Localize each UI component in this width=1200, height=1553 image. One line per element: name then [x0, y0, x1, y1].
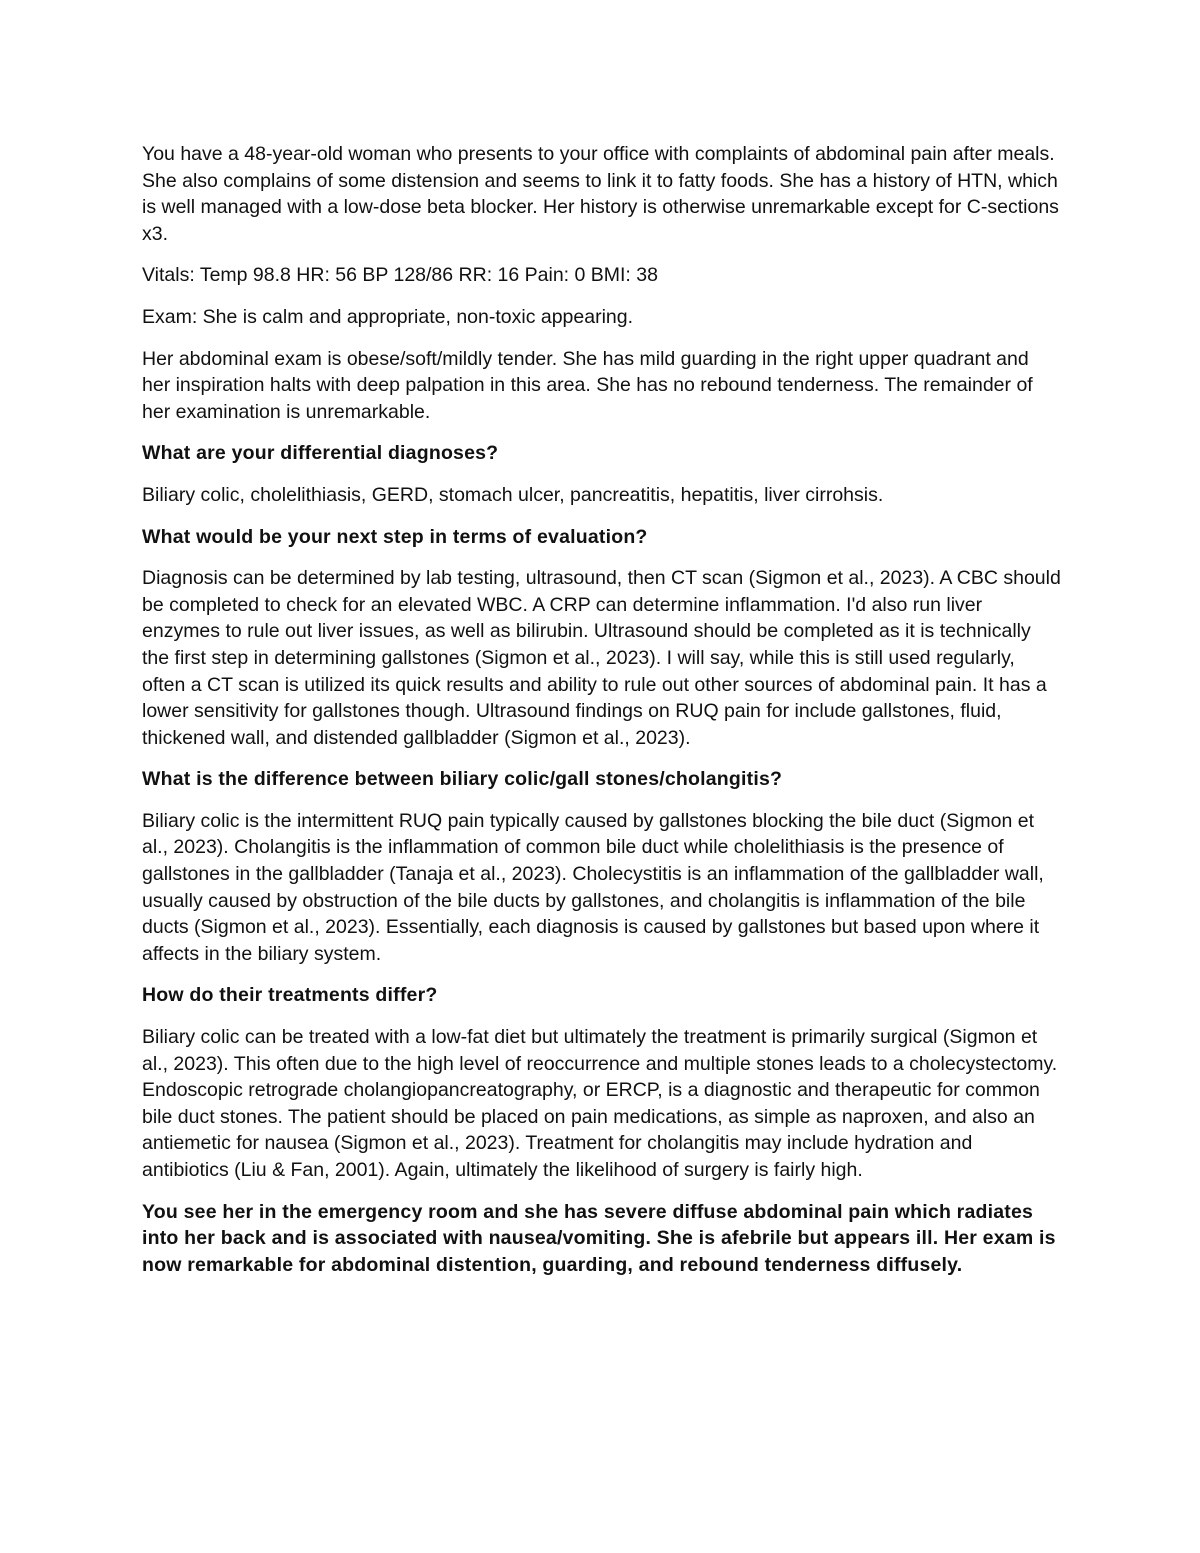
exam-paragraph: Exam: She is calm and appropriate, non-toxic appearing. — [142, 305, 634, 328]
question-difference: What is the difference between biliary colic/gall stones/cholangitis? — [142, 768, 783, 791]
vitals-paragraph: Vitals: Temp 98.8 HR: 56 BP 128/86 RR: 16 Pain: 0 BMI: 38 — [142, 264, 658, 287]
question-treatments: How do their treatments differ? — [142, 984, 438, 1007]
question-next-step: What would be your next step in terms of evaluation? — [142, 525, 648, 548]
case-intro-paragraph: You have a 48-year-old woman who presents to your office with complaints of abdominal pain after meals. She also complains of some distension and seems to link it to fatty foods. She has a history of HTN, which is well managed with a low-dose beta blocker. Her history is otherwise unremarkable except for C-sections x3. — [142, 143, 1059, 245]
abdominal-exam-paragraph: Her abdominal exam is obese/soft/mildly tender. She has mild guarding in the right upper quadrant and her inspiration halts with deep palpation in this area. She has no rebound tenderness. The remainder of her examination is unremarkable. — [142, 347, 1033, 423]
answer-difference: Biliary colic is the intermittent RUQ pain typically caused by gallstones blocking the bile duct (Sigmon et al., 2023). Cholangitis is the inflammation of common bile duct while cholelithiasis is the presence of gallstones in the gallbladder (Tanaja et al., 2023). Cholecystitis is an inflammation of the gallbladder wall, usually caused by obstruction of the bile ducts by gallstones, and cholangitis is inflammation of the bile ducts (Sigmon et al., 2023). Essentially, each diagnosis is caused by gallstones but based upon where it affects in the biliary system. — [142, 809, 1044, 965]
answer-treatments: Biliary colic can be treated with a low-fat diet but ultimately the treatment is primarily surgical (Sigmon et al., 2023). This often due to the high level of reoccurrence and multiple stones leads to a cholecystectomy. Endoscopic retrograde cholangiopancreatography, or ERCP, is a diagnostic and therapeutic for common bile duct stones. The patient should be placed on pain medications, as simple as naproxen, and also an antiemetic for nausea (Sigmon et al., 2023). Treatment for cholangitis may include hydration and antibiotics (Liu & Fan, 2001). Again, ultimately the likelihood of surgery is fairly high. — [142, 1026, 1058, 1181]
question-differential-diagnoses: What are your differential diagnoses? — [142, 442, 499, 465]
document-page — [142, 141, 1062, 1293]
answer-next-step: Diagnosis can be determined by lab testing, ultrasound, then CT scan (Sigmon et al., 2023). A CBC should be completed to check for an elevated WBC. A CRP can determine inflammation. I'd also run liver enzymes to rule out liver issues, as well as bilirubin. Ultrasound should be completed as it is technically the first step in determining gallstones (Sigmon et al., 2023). I will say, while this is still used regularly, often a CT scan is utilized its quick results and ability to rule out other sources of abdominal pain. It has a lower sensitivity for gallstones though. Ultrasound findings on RUQ pain for include gallstones, fluid, thickened wall, and distended gallbladder (Sigmon et al., 2023). — [142, 567, 1061, 749]
answer-differential-diagnoses: Biliary colic, cholelithiasis, GERD, stomach ulcer, pancreatitis, hepatitis, liver cirrohsis. — [142, 483, 884, 506]
emergency-scenario-paragraph: You see her in the emergency room and she has severe diffuse abdominal pain which radiates into her back and is associated with nausea/vomiting. She is afebrile but appears ill. Her exam is now remarkable for abdominal distention, guarding, and rebound tenderness diffusely. — [142, 1200, 1056, 1276]
